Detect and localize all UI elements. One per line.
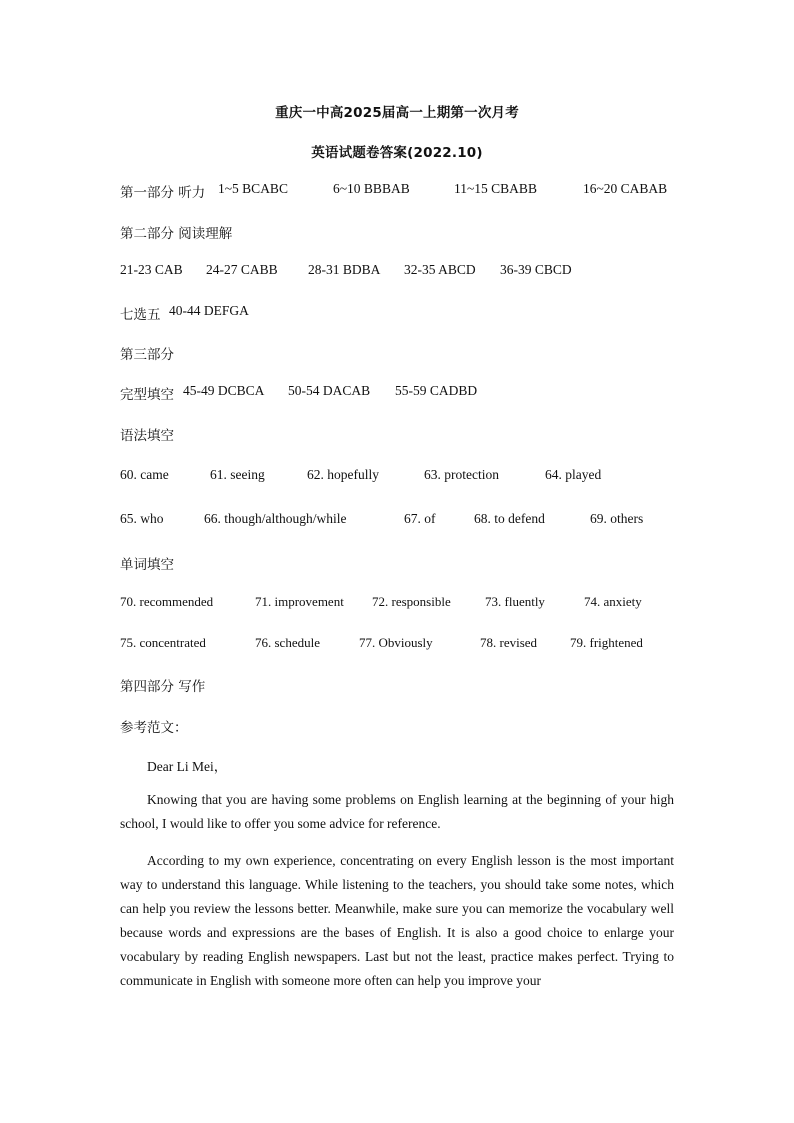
grammar-answer-65: 65. who [120, 511, 164, 526]
reading-answer-2: 24-27 CABB [206, 262, 278, 277]
part2-label: 第二部分 阅读理解 [120, 226, 233, 242]
vocab-label: 单词填空 [120, 557, 174, 573]
cloze-answer-3: 55-59 CADBD [395, 383, 478, 398]
reading-answer-4: 32-35 ABCD [404, 262, 476, 277]
vocab-answer-77: 77. Obviously [359, 635, 433, 650]
cloze-label: 完型填空 [120, 387, 174, 403]
grammar-answer-64: 64. played [545, 467, 602, 482]
grammar-answer-67: 67. of [404, 511, 436, 526]
grammar-answer-63: 63. protection [424, 467, 499, 482]
part1-label: 第一部分 听力 [120, 185, 206, 201]
vocab-answer-74: 74. anxiety [584, 594, 642, 609]
vocab-answer-75: 75. concentrated [120, 635, 206, 650]
part1-answer-1: 1~5 BCABC [218, 181, 288, 196]
seven-choose-five-answer: 40-44 DEFGA [169, 303, 249, 318]
part1-answer-3: 11~15 CBABB [454, 181, 537, 196]
vocab-answer-72: 72. responsible [372, 594, 451, 609]
grammar-answer-68: 68. to defend [474, 511, 545, 526]
cloze-answer-1: 45-49 DCBCA [183, 383, 265, 398]
seven-choose-five-label: 七选五 [120, 307, 161, 323]
part1-answer-2: 6~10 BBBAB [333, 181, 410, 196]
page-title: 重庆一中高2025届高一上期第一次月考 [275, 105, 519, 121]
part4-label: 第四部分 写作 [120, 679, 206, 695]
grammar-answer-60: 60. came [120, 467, 169, 482]
sample-essay-label: 参考范文： [120, 720, 188, 736]
grammar-answer-62: 62. hopefully [307, 467, 379, 482]
reading-answer-5: 36-39 CBCD [500, 262, 572, 277]
grammar-label: 语法填空 [120, 428, 174, 444]
essay-salutation: Dear Li Mei， [147, 759, 228, 774]
vocab-answer-70: 70. recommended [120, 594, 214, 609]
vocab-answer-76: 76. schedule [255, 635, 320, 650]
vocab-answer-78: 78. revised [480, 635, 538, 650]
page-subtitle: 英语试题卷答案(2022.10) [311, 145, 483, 161]
reading-answer-3: 28-31 BDBA [308, 262, 381, 277]
vocab-answer-73: 73. fluently [485, 594, 545, 609]
essay-paragraph-1: Knowing that you are having some problems on English learning at the beginning of your high school, I would like to offer you some advice for reference. [120, 792, 674, 831]
part1-answer-4: 16~20 CABAB [583, 181, 668, 196]
part3-label: 第三部分 [120, 347, 174, 363]
essay-paragraph-2: According to my own experience, concentrating on every English lesson is the most important way to understand this language. While listening to the teachers, you should take some notes, which can help you review the lessons better. Meanwhile, make sure you can memorize the vocabulary well because words and expressions are the bases of English. It is also a good choice to enlarge your vocabulary by reading English newspapers. Last but not the least, practice makes perfect. Trying to communicate in English with someone more often can help you improve your [120, 853, 674, 988]
vocab-answer-71: 71. improvement [255, 594, 344, 609]
cloze-answer-2: 50-54 DACAB [288, 383, 371, 398]
grammar-answer-69: 69. others [590, 511, 644, 526]
reading-answer-1: 21-23 CAB [120, 262, 183, 277]
grammar-answer-61: 61. seeing [210, 467, 265, 482]
grammar-answer-66: 66. though/although/while [204, 511, 347, 526]
vocab-answer-79: 79. frightened [570, 635, 643, 650]
